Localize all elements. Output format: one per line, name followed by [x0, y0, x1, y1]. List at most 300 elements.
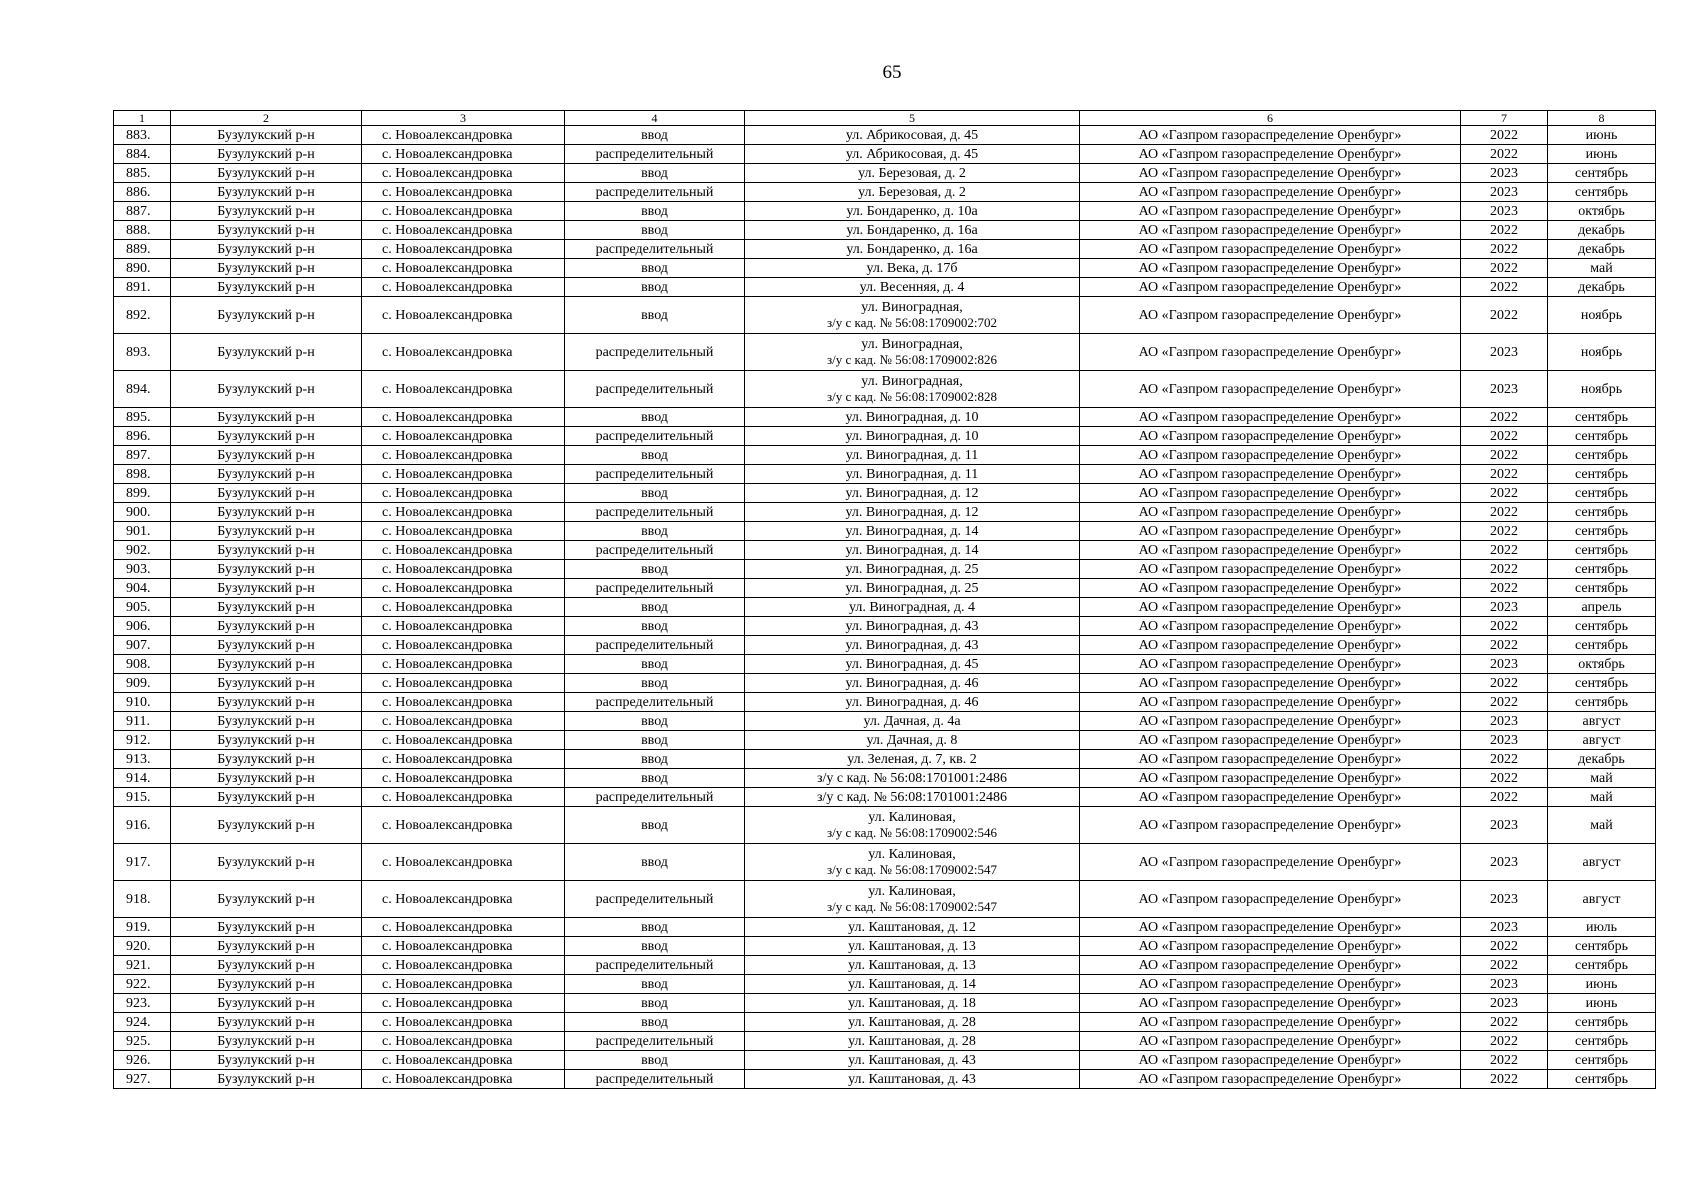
cell-pipeline-type: распределительный: [565, 1070, 745, 1089]
cell-settlement: с. Новоалександровка: [362, 221, 565, 240]
cell-month: сентябрь: [1548, 956, 1656, 975]
cell-row-number: 925.: [114, 1032, 171, 1051]
table-row: [114, 183, 1656, 202]
cell-year: 2023: [1461, 598, 1548, 617]
cell-operator: АО «Газпром газораспределение Оренбург»: [1080, 731, 1461, 750]
cell-address: ул. Виноградная, д. 10: [745, 427, 1080, 446]
cadastral-line: з/у с кад. № 56:08:1709002:828: [826, 389, 997, 404]
cadastral-line: з/у с кад. № 56:08:1709002:547: [826, 862, 997, 877]
cell-settlement: с. Новоалександровка: [362, 484, 565, 503]
cell-row-number: 894.: [114, 371, 171, 408]
cell-address: ул. Абрикосовая, д. 45: [745, 145, 1080, 164]
cell-row-number: 903.: [114, 560, 171, 579]
cell-month: июнь: [1548, 975, 1656, 994]
cell-operator: АО «Газпром газораспределение Оренбург»: [1080, 956, 1461, 975]
cell-operator: АО «Газпром газораспределение Оренбург»: [1080, 278, 1461, 297]
cell-month: сентябрь: [1548, 1032, 1656, 1051]
cell-operator: АО «Газпром газораспределение Оренбург»: [1080, 408, 1461, 427]
cell-operator: АО «Газпром газораспределение Оренбург»: [1080, 334, 1461, 371]
cell-address: [745, 371, 1080, 408]
cadastral-line: з/у с кад. № 56:08:1709002:826: [826, 352, 997, 367]
table-row: [114, 844, 1656, 881]
cell-settlement: с. Новоалександровка: [362, 297, 565, 334]
table-row: [114, 334, 1656, 371]
table-row: [114, 145, 1656, 164]
cell-district: Бузулукский р-н: [171, 278, 362, 297]
cell-address: ул. Каштановая, д. 18: [745, 994, 1080, 1013]
cell-month: сентябрь: [1548, 522, 1656, 541]
cell-operator: АО «Газпром газораспределение Оренбург»: [1080, 807, 1461, 844]
cell-month: сентябрь: [1548, 164, 1656, 183]
cell-year: 2022: [1461, 221, 1548, 240]
cell-pipeline-type: распределительный: [565, 693, 745, 712]
cell-district: Бузулукский р-н: [171, 881, 362, 918]
table-row: [114, 1051, 1656, 1070]
cell-year: 2023: [1461, 881, 1548, 918]
cell-month: декабрь: [1548, 750, 1656, 769]
cell-month: сентябрь: [1548, 541, 1656, 560]
cell-settlement: с. Новоалександровка: [362, 503, 565, 522]
cell-operator: АО «Газпром газораспределение Оренбург»: [1080, 259, 1461, 278]
table-row: [114, 598, 1656, 617]
cell-district: Бузулукский р-н: [171, 371, 362, 408]
table-row: [114, 617, 1656, 636]
cell-settlement: с. Новоалександровка: [362, 636, 565, 655]
cell-district: Бузулукский р-н: [171, 334, 362, 371]
cell-year: 2022: [1461, 956, 1548, 975]
cell-address: [745, 844, 1080, 881]
cell-district: Бузулукский р-н: [171, 183, 362, 202]
cell-settlement: с. Новоалександровка: [362, 769, 565, 788]
cell-settlement: с. Новоалександровка: [362, 183, 565, 202]
cell-year: 2022: [1461, 465, 1548, 484]
cell-pipeline-type: ввод: [565, 769, 745, 788]
column-header: 2: [171, 111, 362, 126]
cadastral-line: з/у с кад. № 56:08:1709002:546: [826, 825, 997, 840]
column-header: 4: [565, 111, 745, 126]
cell-address: ул. Дачная, д. 8: [745, 731, 1080, 750]
column-header: 6: [1080, 111, 1461, 126]
cell-pipeline-type: распределительный: [565, 541, 745, 560]
cell-month: сентябрь: [1548, 503, 1656, 522]
table-row: [114, 769, 1656, 788]
cell-operator: АО «Газпром газораспределение Оренбург»: [1080, 674, 1461, 693]
cell-pipeline-type: распределительный: [565, 636, 745, 655]
cell-district: Бузулукский р-н: [171, 1070, 362, 1089]
cell-operator: АО «Газпром газораспределение Оренбург»: [1080, 202, 1461, 221]
cell-address: ул. Каштановая, д. 43: [745, 1051, 1080, 1070]
address-line: ул. Калиновая,: [868, 884, 956, 899]
cell-settlement: с. Новоалександровка: [362, 712, 565, 731]
cell-district: Бузулукский р-н: [171, 788, 362, 807]
cell-settlement: с. Новоалександровка: [362, 164, 565, 183]
cell-row-number: 883.: [114, 126, 171, 145]
cell-month: декабрь: [1548, 278, 1656, 297]
cell-settlement: с. Новоалександровка: [362, 126, 565, 145]
cell-district: Бузулукский р-н: [171, 1013, 362, 1032]
cell-settlement: с. Новоалександровка: [362, 408, 565, 427]
cell-year: 2022: [1461, 579, 1548, 598]
cell-operator: АО «Газпром газораспределение Оренбург»: [1080, 297, 1461, 334]
cell-district: Бузулукский р-н: [171, 807, 362, 844]
table-row: [114, 1032, 1656, 1051]
cell-year: 2023: [1461, 994, 1548, 1013]
cell-pipeline-type: распределительный: [565, 788, 745, 807]
cell-pipeline-type: ввод: [565, 522, 745, 541]
cell-address: ул. Виноградная, д. 25: [745, 579, 1080, 598]
cell-year: 2022: [1461, 297, 1548, 334]
cell-row-number: 900.: [114, 503, 171, 522]
cell-pipeline-type: ввод: [565, 202, 745, 221]
cell-operator: АО «Газпром газораспределение Оренбург»: [1080, 541, 1461, 560]
cell-settlement: с. Новоалександровка: [362, 975, 565, 994]
cell-year: 2023: [1461, 807, 1548, 844]
cell-operator: АО «Газпром газораспределение Оренбург»: [1080, 844, 1461, 881]
cell-month: май: [1548, 259, 1656, 278]
table-row: [114, 240, 1656, 259]
cell-year: 2023: [1461, 655, 1548, 674]
cell-settlement: с. Новоалександровка: [362, 579, 565, 598]
table-row: [114, 522, 1656, 541]
cell-operator: АО «Газпром газораспределение Оренбург»: [1080, 712, 1461, 731]
cell-month: сентябрь: [1548, 446, 1656, 465]
table-row: [114, 259, 1656, 278]
cell-year: 2023: [1461, 731, 1548, 750]
cell-row-number: 905.: [114, 598, 171, 617]
cell-month: сентябрь: [1548, 408, 1656, 427]
cell-settlement: с. Новоалександровка: [362, 334, 565, 371]
cell-address: ул. Виноградная, д. 4: [745, 598, 1080, 617]
cell-year: 2022: [1461, 1070, 1548, 1089]
cell-row-number: 918.: [114, 881, 171, 918]
cell-settlement: с. Новоалександровка: [362, 1070, 565, 1089]
cell-year: 2023: [1461, 202, 1548, 221]
table-row: [114, 994, 1656, 1013]
cell-district: Бузулукский р-н: [171, 259, 362, 278]
table-row: [114, 541, 1656, 560]
cell-address: ул. Виноградная, д. 12: [745, 484, 1080, 503]
cell-district: Бузулукский р-н: [171, 522, 362, 541]
cell-district: Бузулукский р-н: [171, 1051, 362, 1070]
cell-address: з/у с кад. № 56:08:1701001:2486: [745, 769, 1080, 788]
cell-settlement: с. Новоалександровка: [362, 465, 565, 484]
cell-district: Бузулукский р-н: [171, 693, 362, 712]
cell-year: 2023: [1461, 918, 1548, 937]
header-row: [114, 111, 1656, 126]
cell-month: сентябрь: [1548, 937, 1656, 956]
cell-settlement: с. Новоалександровка: [362, 617, 565, 636]
cell-month: август: [1548, 712, 1656, 731]
cell-row-number: 914.: [114, 769, 171, 788]
cell-settlement: с. Новоалександровка: [362, 844, 565, 881]
cell-pipeline-type: ввод: [565, 918, 745, 937]
cell-row-number: 911.: [114, 712, 171, 731]
table-row: [114, 918, 1656, 937]
cell-pipeline-type: ввод: [565, 937, 745, 956]
cell-operator: АО «Газпром газораспределение Оренбург»: [1080, 1070, 1461, 1089]
cell-district: Бузулукский р-н: [171, 202, 362, 221]
cadastral-line: з/у с кад. № 56:08:1709002:547: [826, 899, 997, 914]
cell-row-number: 899.: [114, 484, 171, 503]
cell-year: 2022: [1461, 446, 1548, 465]
cell-row-number: 919.: [114, 918, 171, 937]
table-row: [114, 202, 1656, 221]
cell-operator: АО «Газпром газораспределение Оренбург»: [1080, 881, 1461, 918]
cell-address: ул. Каштановая, д. 12: [745, 918, 1080, 937]
cell-row-number: 909.: [114, 674, 171, 693]
table-row: [114, 465, 1656, 484]
cell-address: ул. Века, д. 17б: [745, 259, 1080, 278]
cell-district: Бузулукский р-н: [171, 655, 362, 674]
cell-month: август: [1548, 731, 1656, 750]
address-line: ул. Калиновая,: [868, 810, 956, 825]
cell-operator: АО «Газпром газораспределение Оренбург»: [1080, 126, 1461, 145]
cell-operator: АО «Газпром газораспределение Оренбург»: [1080, 1032, 1461, 1051]
table-row: [114, 446, 1656, 465]
cell-settlement: с. Новоалександровка: [362, 674, 565, 693]
table-row: [114, 674, 1656, 693]
cell-address: ул. Виноградная, д. 46: [745, 693, 1080, 712]
cell-district: Бузулукский р-н: [171, 1032, 362, 1051]
cell-district: Бузулукский р-н: [171, 126, 362, 145]
cell-year: 2023: [1461, 183, 1548, 202]
cell-settlement: с. Новоалександровка: [362, 259, 565, 278]
cell-operator: АО «Газпром газораспределение Оренбург»: [1080, 918, 1461, 937]
cell-district: Бузулукский р-н: [171, 145, 362, 164]
cell-district: Бузулукский р-н: [171, 560, 362, 579]
cell-address: ул. Каштановая, д. 13: [745, 937, 1080, 956]
cell-address: ул. Виноградная, д. 12: [745, 503, 1080, 522]
cell-pipeline-type: ввод: [565, 674, 745, 693]
table-row: [114, 807, 1656, 844]
cell-month: ноябрь: [1548, 297, 1656, 334]
table-row: [114, 221, 1656, 240]
cell-month: ноябрь: [1548, 334, 1656, 371]
cell-district: Бузулукский р-н: [171, 408, 362, 427]
cell-row-number: 895.: [114, 408, 171, 427]
cell-settlement: с. Новоалександровка: [362, 560, 565, 579]
cell-row-number: 898.: [114, 465, 171, 484]
cell-row-number: 920.: [114, 937, 171, 956]
cell-address: ул. Каштановая, д. 14: [745, 975, 1080, 994]
cell-year: 2022: [1461, 427, 1548, 446]
cell-year: 2022: [1461, 560, 1548, 579]
cell-year: 2022: [1461, 259, 1548, 278]
cell-address: ул. Виноградная, д. 25: [745, 560, 1080, 579]
cell-district: Бузулукский р-н: [171, 731, 362, 750]
cell-pipeline-type: ввод: [565, 731, 745, 750]
table-row: [114, 560, 1656, 579]
table-row: [114, 693, 1656, 712]
cell-operator: АО «Газпром газораспределение Оренбург»: [1080, 579, 1461, 598]
cell-operator: АО «Газпром газораспределение Оренбург»: [1080, 503, 1461, 522]
cell-operator: АО «Газпром газораспределение Оренбург»: [1080, 598, 1461, 617]
cell-year: 2023: [1461, 712, 1548, 731]
cell-year: 2023: [1461, 334, 1548, 371]
table-row: [114, 750, 1656, 769]
cell-operator: АО «Газпром газораспределение Оренбург»: [1080, 1051, 1461, 1070]
cell-address: ул. Каштановая, д. 28: [745, 1013, 1080, 1032]
cell-month: сентябрь: [1548, 183, 1656, 202]
cell-month: июнь: [1548, 145, 1656, 164]
cell-address: ул. Весенняя, д. 4: [745, 278, 1080, 297]
cell-row-number: 910.: [114, 693, 171, 712]
address-line: ул. Виноградная,: [861, 374, 963, 389]
cell-district: Бузулукский р-н: [171, 541, 362, 560]
cell-month: сентябрь: [1548, 693, 1656, 712]
cell-year: 2022: [1461, 145, 1548, 164]
cell-settlement: с. Новоалександровка: [362, 994, 565, 1013]
table-row: [114, 956, 1656, 975]
table-row: [114, 655, 1656, 674]
cell-settlement: с. Новоалександровка: [362, 278, 565, 297]
cell-month: ноябрь: [1548, 371, 1656, 408]
cell-settlement: с. Новоалександровка: [362, 1032, 565, 1051]
cell-month: апрель: [1548, 598, 1656, 617]
cell-pipeline-type: ввод: [565, 126, 745, 145]
cell-settlement: с. Новоалександровка: [362, 145, 565, 164]
cell-address: ул. Каштановая, д. 13: [745, 956, 1080, 975]
column-header: 1: [114, 111, 171, 126]
cell-year: 2022: [1461, 484, 1548, 503]
cell-row-number: 921.: [114, 956, 171, 975]
cell-settlement: с. Новоалександровка: [362, 731, 565, 750]
cell-month: октябрь: [1548, 202, 1656, 221]
cell-row-number: 891.: [114, 278, 171, 297]
cell-settlement: с. Новоалександровка: [362, 655, 565, 674]
cell-settlement: с. Новоалександровка: [362, 541, 565, 560]
cell-operator: АО «Газпром газораспределение Оренбург»: [1080, 522, 1461, 541]
table-row: [114, 278, 1656, 297]
cell-operator: АО «Газпром газораспределение Оренбург»: [1080, 769, 1461, 788]
cell-row-number: 897.: [114, 446, 171, 465]
cell-year: 2023: [1461, 975, 1548, 994]
cell-district: Бузулукский р-н: [171, 937, 362, 956]
address-line: ул. Калиновая,: [868, 847, 956, 862]
cell-settlement: с. Новоалександровка: [362, 881, 565, 918]
cell-pipeline-type: ввод: [565, 750, 745, 769]
cell-district: Бузулукский р-н: [171, 240, 362, 259]
cell-address: ул. Дачная, д. 4а: [745, 712, 1080, 731]
cell-address: [745, 807, 1080, 844]
cell-settlement: с. Новоалександровка: [362, 371, 565, 408]
cell-district: Бузулукский р-н: [171, 712, 362, 731]
cell-operator: АО «Газпром газораспределение Оренбург»: [1080, 560, 1461, 579]
cell-year: 2022: [1461, 126, 1548, 145]
cell-pipeline-type: ввод: [565, 617, 745, 636]
cell-year: 2022: [1461, 769, 1548, 788]
cell-settlement: с. Новоалександровка: [362, 446, 565, 465]
cell-operator: АО «Газпром газораспределение Оренбург»: [1080, 240, 1461, 259]
cell-pipeline-type: распределительный: [565, 371, 745, 408]
cell-settlement: с. Новоалександровка: [362, 598, 565, 617]
cell-year: 2022: [1461, 240, 1548, 259]
cell-address: ул. Виноградная, д. 14: [745, 541, 1080, 560]
cell-month: май: [1548, 807, 1656, 844]
cell-year: 2022: [1461, 278, 1548, 297]
cell-settlement: с. Новоалександровка: [362, 202, 565, 221]
column-header: 3: [362, 111, 565, 126]
cell-month: октябрь: [1548, 655, 1656, 674]
cell-pipeline-type: распределительный: [565, 503, 745, 522]
table-row: [114, 164, 1656, 183]
cell-settlement: с. Новоалександровка: [362, 1013, 565, 1032]
cell-operator: АО «Газпром газораспределение Оренбург»: [1080, 617, 1461, 636]
table-row: [114, 297, 1656, 334]
cell-month: июль: [1548, 918, 1656, 937]
cell-operator: АО «Газпром газораспределение Оренбург»: [1080, 145, 1461, 164]
cell-pipeline-type: распределительный: [565, 183, 745, 202]
cell-year: 2023: [1461, 371, 1548, 408]
cell-row-number: 893.: [114, 334, 171, 371]
cell-district: Бузулукский р-н: [171, 446, 362, 465]
table-row: [114, 636, 1656, 655]
cell-month: май: [1548, 769, 1656, 788]
cell-row-number: 888.: [114, 221, 171, 240]
cell-row-number: 922.: [114, 975, 171, 994]
cell-address: ул. Березовая, д. 2: [745, 183, 1080, 202]
cell-operator: АО «Газпром газораспределение Оренбург»: [1080, 427, 1461, 446]
table-row: [114, 408, 1656, 427]
cell-district: Бузулукский р-н: [171, 975, 362, 994]
cell-row-number: 886.: [114, 183, 171, 202]
cell-address: ул. Виноградная, д. 43: [745, 617, 1080, 636]
cell-pipeline-type: распределительный: [565, 881, 745, 918]
cell-settlement: с. Новоалександровка: [362, 240, 565, 259]
cell-month: сентябрь: [1548, 617, 1656, 636]
cell-row-number: 885.: [114, 164, 171, 183]
page-number: 65: [882, 62, 902, 83]
cell-row-number: 892.: [114, 297, 171, 334]
cell-district: Бузулукский р-н: [171, 674, 362, 693]
cell-row-number: 916.: [114, 807, 171, 844]
cell-row-number: 908.: [114, 655, 171, 674]
cell-year: 2022: [1461, 617, 1548, 636]
cell-address: ул. Виноградная, д. 45: [745, 655, 1080, 674]
cell-year: 2023: [1461, 844, 1548, 881]
cell-operator: АО «Газпром газораспределение Оренбург»: [1080, 221, 1461, 240]
cell-month: сентябрь: [1548, 465, 1656, 484]
cell-pipeline-type: ввод: [565, 446, 745, 465]
cell-settlement: с. Новоалександровка: [362, 788, 565, 807]
cell-row-number: 887.: [114, 202, 171, 221]
cell-address: ул. Виноградная, д. 46: [745, 674, 1080, 693]
table-row: [114, 881, 1656, 918]
table-row: [114, 1070, 1656, 1089]
column-header: 5: [745, 111, 1080, 126]
cell-district: Бузулукский р-н: [171, 297, 362, 334]
cell-pipeline-type: распределительный: [565, 240, 745, 259]
table-row: [114, 579, 1656, 598]
cell-pipeline-type: ввод: [565, 1013, 745, 1032]
cell-year: 2022: [1461, 693, 1548, 712]
cell-address: [745, 297, 1080, 334]
cell-row-number: 924.: [114, 1013, 171, 1032]
cell-row-number: 923.: [114, 994, 171, 1013]
cell-operator: АО «Газпром газораспределение Оренбург»: [1080, 484, 1461, 503]
cell-pipeline-type: распределительный: [565, 334, 745, 371]
cell-month: июнь: [1548, 994, 1656, 1013]
cell-address: ул. Каштановая, д. 28: [745, 1032, 1080, 1051]
cell-row-number: 884.: [114, 145, 171, 164]
cell-settlement: с. Новоалександровка: [362, 427, 565, 446]
cell-district: Бузулукский р-н: [171, 484, 362, 503]
cell-row-number: 907.: [114, 636, 171, 655]
cell-pipeline-type: ввод: [565, 278, 745, 297]
cell-address: ул. Абрикосовая, д. 45: [745, 126, 1080, 145]
cell-year: 2022: [1461, 788, 1548, 807]
cell-pipeline-type: ввод: [565, 598, 745, 617]
